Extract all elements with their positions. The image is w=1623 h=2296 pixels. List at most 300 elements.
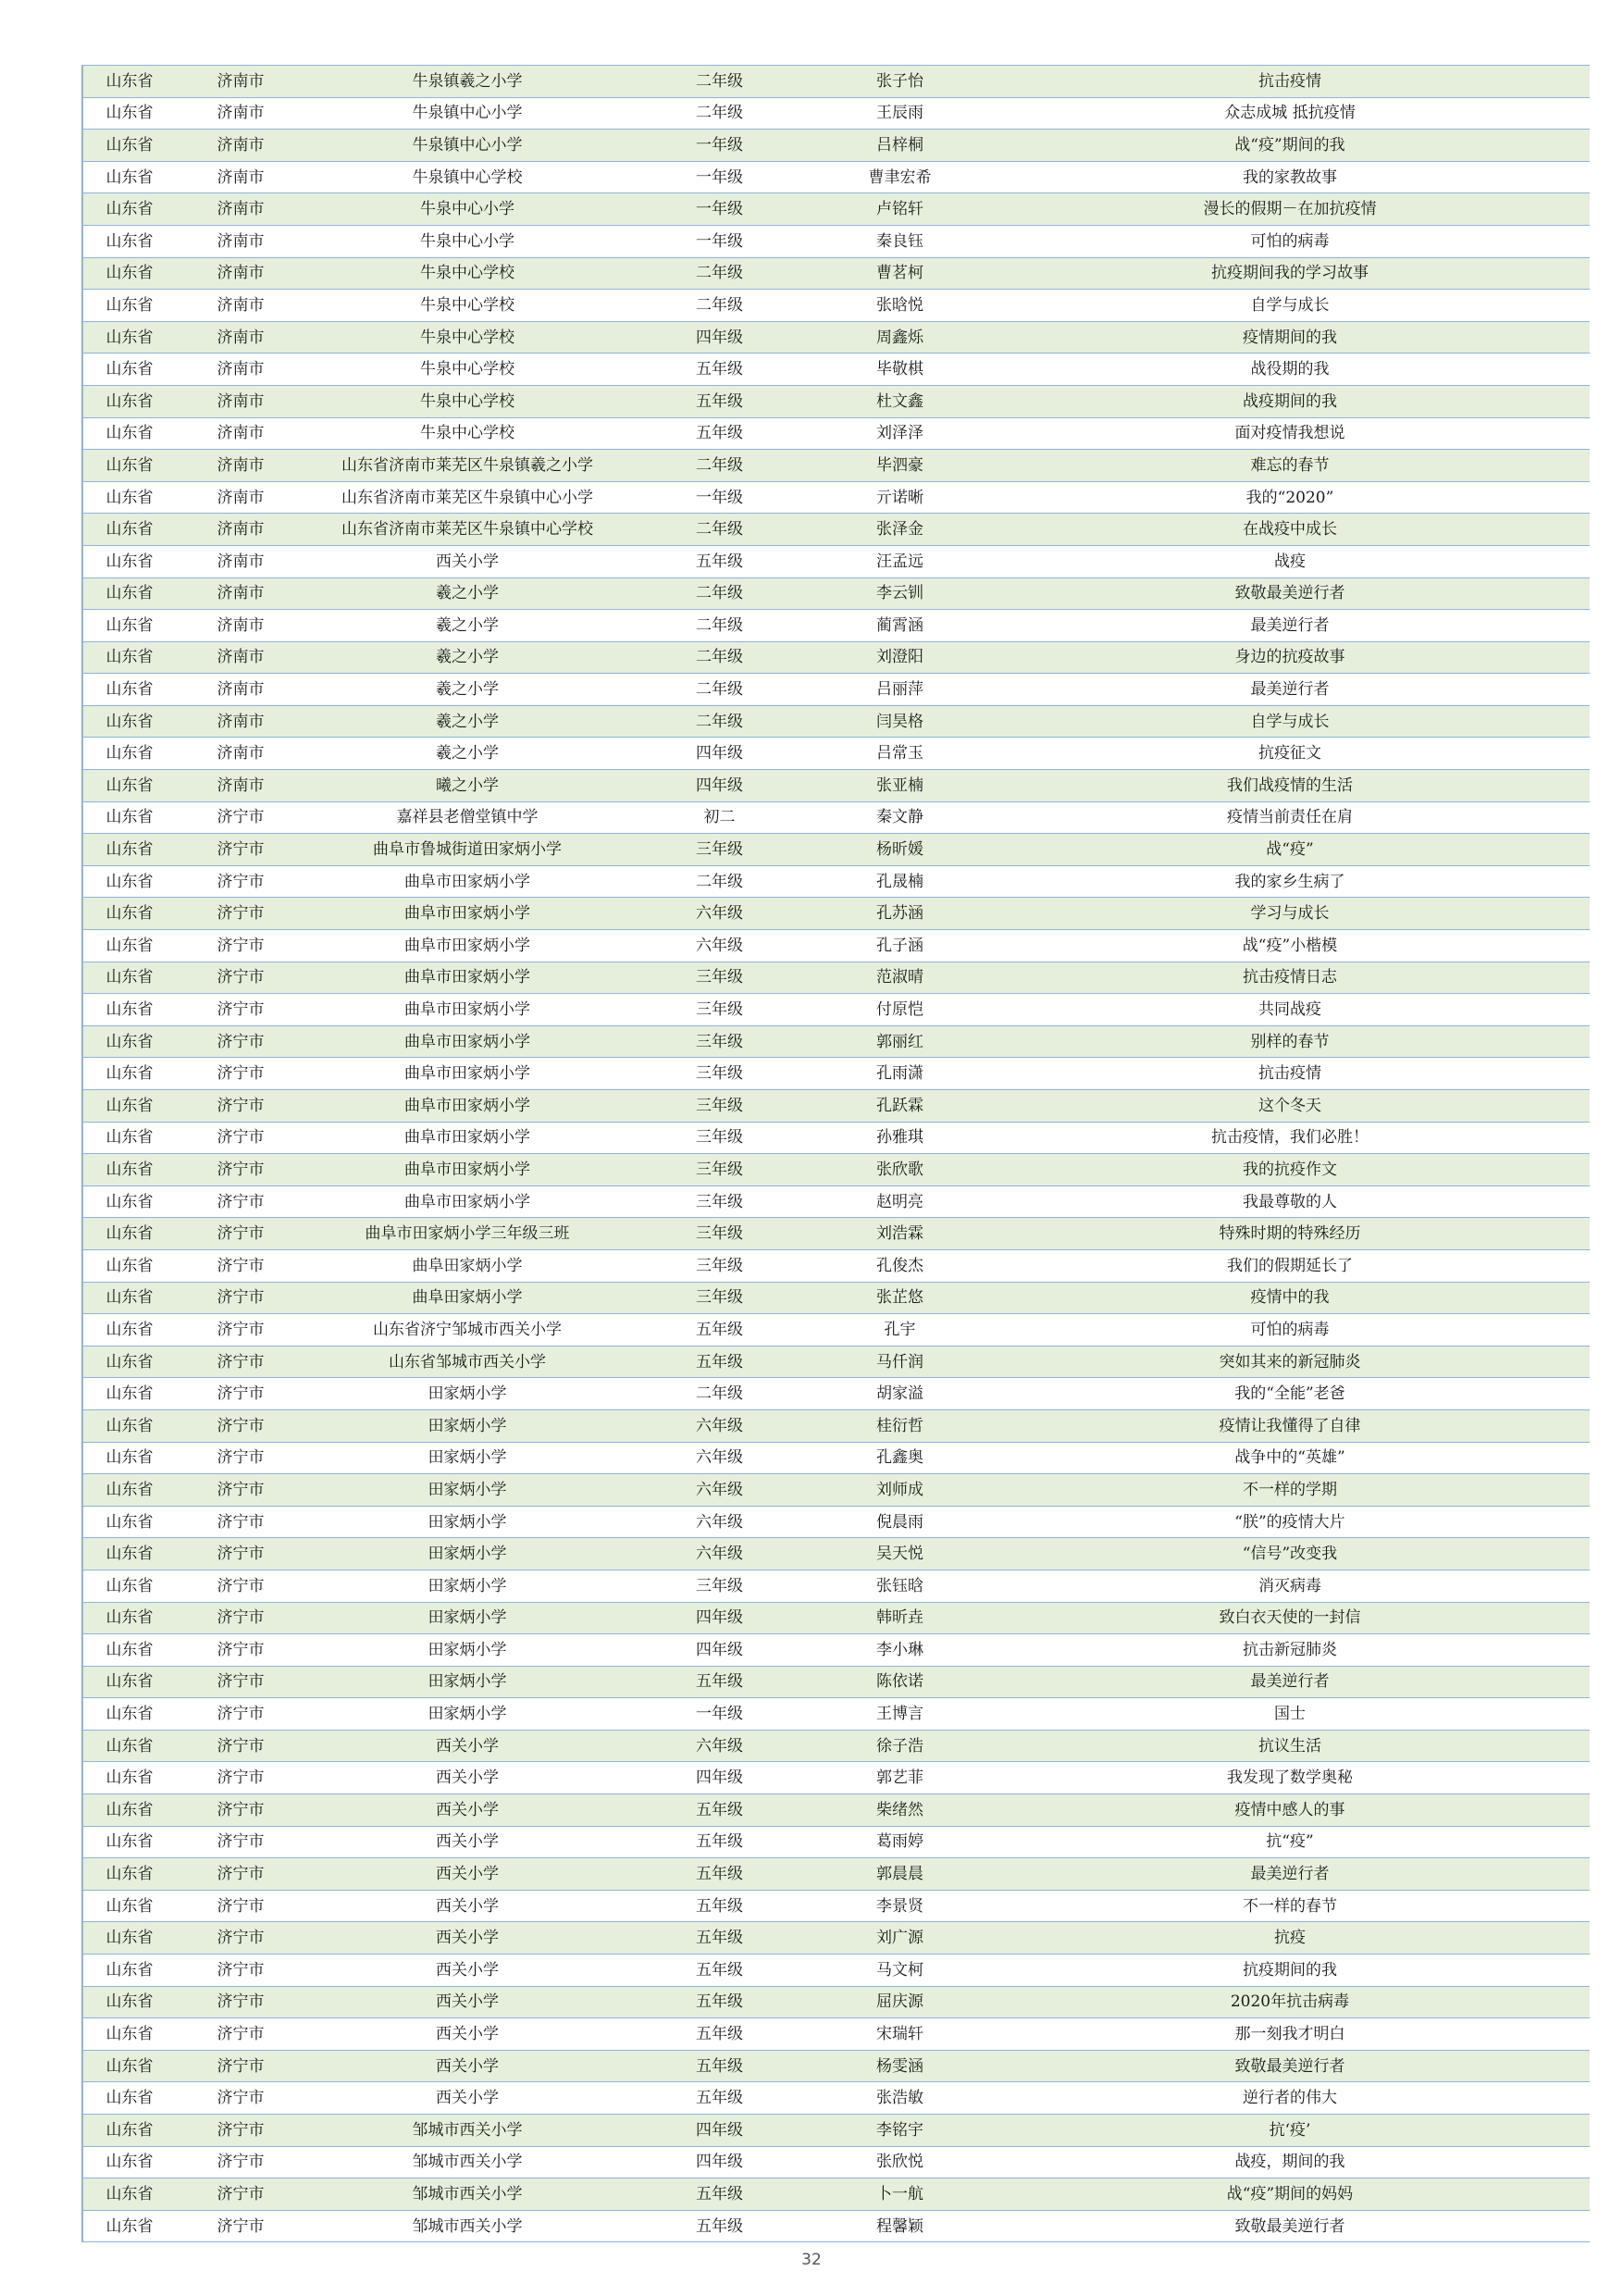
- city-cell: 济南市: [176, 321, 305, 354]
- grade-cell: 五年级: [629, 2082, 810, 2115]
- grade-cell: 五年级: [629, 1666, 810, 1698]
- table-row: [82, 225, 1590, 257]
- table-row: [82, 514, 1590, 546]
- essay-title-cell: 抗击疫情: [990, 66, 1590, 98]
- province-cell: 山东省: [82, 1442, 176, 1474]
- city-cell: 济宁市: [176, 1154, 305, 1186]
- grade-cell: 五年级: [629, 1986, 810, 2018]
- student-name-cell: 杜文鑫: [810, 385, 990, 417]
- province-cell: 山东省: [82, 834, 176, 866]
- province-cell: 山东省: [82, 1858, 176, 1891]
- school-cell: 牛泉中心小学: [305, 193, 629, 226]
- student-name-cell: 孔雨潇: [810, 1058, 990, 1090]
- city-cell: 济宁市: [176, 1762, 305, 1794]
- school-cell: 曲阜市田家炳小学: [305, 1122, 629, 1154]
- student-name-cell: 郭晨晨: [810, 1858, 990, 1891]
- table-row: [82, 1890, 1590, 1922]
- province-cell: 山东省: [82, 994, 176, 1026]
- table-row: [82, 930, 1590, 962]
- grade-cell: 三年级: [629, 1218, 810, 1250]
- essay-title-cell: 致白衣天使的一封信: [990, 1602, 1590, 1634]
- city-cell: 济宁市: [176, 1986, 305, 2018]
- table-row: [82, 738, 1590, 770]
- table-row: [82, 97, 1590, 130]
- essay-title-cell: 消灭病毒: [990, 1570, 1590, 1602]
- student-name-cell: 孔跃霖: [810, 1090, 990, 1123]
- essay-title-cell: 致敬最美逆行者: [990, 2050, 1590, 2082]
- city-cell: 济宁市: [176, 2018, 305, 2051]
- essay-title-cell: 自学与成长: [990, 705, 1590, 738]
- school-cell: 田家炳小学: [305, 1602, 629, 1634]
- province-cell: 山东省: [82, 257, 176, 290]
- table-row: [82, 1602, 1590, 1634]
- table-row: [82, 1506, 1590, 1538]
- school-cell: 曲阜市田家炳小学: [305, 1058, 629, 1090]
- table-row: [82, 161, 1590, 193]
- essay-title-cell: 不一样的春节: [990, 1890, 1590, 1922]
- school-cell: 邹城市西关小学: [305, 2146, 629, 2178]
- school-cell: 田家炳小学: [305, 1698, 629, 1731]
- student-name-cell: 孔子涵: [810, 930, 990, 962]
- city-cell: 济宁市: [176, 1090, 305, 1123]
- table-row: [82, 641, 1590, 674]
- school-cell: 西关小学: [305, 1986, 629, 2018]
- student-name-cell: 蔺霄涵: [810, 610, 990, 642]
- city-cell: 济宁市: [176, 1122, 305, 1154]
- school-cell: 田家炳小学: [305, 1666, 629, 1698]
- city-cell: 济南市: [176, 66, 305, 98]
- table-row: [82, 385, 1590, 417]
- school-cell: 田家炳小学: [305, 1538, 629, 1570]
- student-name-cell: 范淑晴: [810, 962, 990, 994]
- grade-cell: 一年级: [629, 130, 810, 162]
- essay-title-cell: 逆行者的伟大: [990, 2082, 1590, 2115]
- grade-cell: 二年级: [629, 705, 810, 738]
- essay-title-cell: 最美逆行者: [990, 1858, 1590, 1891]
- school-cell: 曲阜市田家炳小学: [305, 994, 629, 1026]
- grade-cell: 三年级: [629, 1185, 810, 1218]
- grade-cell: 三年级: [629, 1249, 810, 1282]
- city-cell: 济宁市: [176, 1698, 305, 1731]
- province-cell: 山东省: [82, 1249, 176, 1282]
- student-name-cell: 吕丽萍: [810, 674, 990, 706]
- school-cell: 牛泉中心学校: [305, 417, 629, 450]
- city-cell: 济宁市: [176, 2115, 305, 2147]
- essay-title-cell: 可怕的病毒: [990, 1314, 1590, 1347]
- province-cell: 山东省: [82, 1474, 176, 1507]
- table-row: [82, 1249, 1590, 1282]
- student-name-cell: 郭艺菲: [810, 1762, 990, 1794]
- student-name-cell: 杨雯涵: [810, 2050, 990, 2082]
- table-row: [82, 354, 1590, 386]
- city-cell: 济南市: [176, 514, 305, 546]
- table-row: [82, 481, 1590, 514]
- grade-cell: 二年级: [629, 514, 810, 546]
- student-name-cell: 陈依诺: [810, 1666, 990, 1698]
- student-name-cell: 张芷悠: [810, 1282, 990, 1314]
- province-cell: 山东省: [82, 354, 176, 386]
- school-cell: 曲阜市田家炳小学: [305, 1025, 629, 1058]
- city-cell: 济南市: [176, 97, 305, 130]
- province-cell: 山东省: [82, 385, 176, 417]
- school-cell: 西关小学: [305, 1890, 629, 1922]
- table-row: [82, 66, 1590, 98]
- grade-cell: 五年级: [629, 1955, 810, 1987]
- table-row: [82, 1538, 1590, 1570]
- student-name-cell: 汪孟远: [810, 545, 990, 577]
- essay-title-cell: “信号”改变我: [990, 1538, 1590, 1570]
- essay-title-cell: 最美逆行者: [990, 674, 1590, 706]
- province-cell: 山东省: [82, 2082, 176, 2115]
- province-cell: 山东省: [82, 514, 176, 546]
- table-row: [82, 193, 1590, 226]
- table-row: [82, 1025, 1590, 1058]
- city-cell: 济南市: [176, 417, 305, 450]
- essay-title-cell: 抗疫征文: [990, 738, 1590, 770]
- student-name-cell: 卢铭轩: [810, 193, 990, 226]
- student-name-cell: 毕敬棋: [810, 354, 990, 386]
- province-cell: 山东省: [82, 1922, 176, 1955]
- school-cell: 曲阜市田家炳小学: [305, 930, 629, 962]
- essay-title-cell: 共同战疫: [990, 994, 1590, 1026]
- grade-cell: 四年级: [629, 2115, 810, 2147]
- essay-title-cell: 自学与成长: [990, 290, 1590, 322]
- school-cell: 牛泉中心小学: [305, 225, 629, 257]
- grade-cell: 二年级: [629, 865, 810, 898]
- essay-title-cell: 抗击疫情日志: [990, 962, 1590, 994]
- student-name-cell: 李景贤: [810, 1890, 990, 1922]
- table-row: [82, 801, 1590, 834]
- province-cell: 山东省: [82, 417, 176, 450]
- province-cell: 山东省: [82, 801, 176, 834]
- province-cell: 山东省: [82, 1346, 176, 1378]
- grade-cell: 五年级: [629, 417, 810, 450]
- city-cell: 济宁市: [176, 930, 305, 962]
- school-cell: 羲之小学: [305, 610, 629, 642]
- student-name-cell: 付原恺: [810, 994, 990, 1026]
- school-cell: 曲阜田家炳小学: [305, 1249, 629, 1282]
- student-name-cell: 张钰晗: [810, 1570, 990, 1602]
- school-cell: 曲阜市田家炳小学: [305, 865, 629, 898]
- province-cell: 山东省: [82, 481, 176, 514]
- grade-cell: 三年级: [629, 1282, 810, 1314]
- grade-cell: 二年级: [629, 290, 810, 322]
- province-cell: 山东省: [82, 545, 176, 577]
- city-cell: 济南市: [176, 354, 305, 386]
- essay-title-cell: 抗疫期间我的学习故事: [990, 257, 1590, 290]
- province-cell: 山东省: [82, 2115, 176, 2147]
- table-row: [82, 257, 1590, 290]
- school-cell: 曦之小学: [305, 770, 629, 802]
- grade-cell: 六年级: [629, 898, 810, 930]
- student-name-cell: 马文柯: [810, 1955, 990, 1987]
- city-cell: 济南市: [176, 610, 305, 642]
- province-cell: 山东省: [82, 1698, 176, 1731]
- essay-title-cell: 面对疫情我想说: [990, 417, 1590, 450]
- table-row: [82, 1314, 1590, 1347]
- grade-cell: 四年级: [629, 1634, 810, 1667]
- table-row: [82, 577, 1590, 610]
- grade-cell: 五年级: [629, 1922, 810, 1955]
- city-cell: 济宁市: [176, 994, 305, 1026]
- grade-cell: 五年级: [629, 385, 810, 417]
- grade-cell: 一年级: [629, 193, 810, 226]
- table-row: [82, 2082, 1590, 2115]
- essay-title-cell: 抗疫: [990, 1922, 1590, 1955]
- table-row: [82, 2146, 1590, 2178]
- school-cell: 羲之小学: [305, 674, 629, 706]
- grade-cell: 五年级: [629, 1346, 810, 1378]
- grade-cell: 五年级: [629, 1890, 810, 1922]
- school-cell: 牛泉中心学校: [305, 290, 629, 322]
- essay-title-cell: 别样的春节: [990, 1025, 1590, 1058]
- essay-title-cell: 战争中的“英雄”: [990, 1442, 1590, 1474]
- student-name-cell: 孔俊杰: [810, 1249, 990, 1282]
- grade-cell: 五年级: [629, 1826, 810, 1858]
- table-row: [82, 1378, 1590, 1410]
- essay-title-cell: 最美逆行者: [990, 610, 1590, 642]
- student-name-cell: 孔晟楠: [810, 865, 990, 898]
- grade-cell: 四年级: [629, 1602, 810, 1634]
- city-cell: 济宁市: [176, 1570, 305, 1602]
- province-cell: 山东省: [82, 1570, 176, 1602]
- school-cell: 牛泉中心学校: [305, 321, 629, 354]
- table-row: [82, 545, 1590, 577]
- province-cell: 山东省: [82, 1218, 176, 1250]
- school-cell: 牛泉中心学校: [305, 385, 629, 417]
- city-cell: 济宁市: [176, 1058, 305, 1090]
- city-cell: 济宁市: [176, 1314, 305, 1347]
- essay-title-cell: 我的家乡生病了: [990, 865, 1590, 898]
- table-row: [82, 770, 1590, 802]
- grade-cell: 五年级: [629, 545, 810, 577]
- province-cell: 山东省: [82, 2018, 176, 2051]
- province-cell: 山东省: [82, 770, 176, 802]
- school-cell: 西关小学: [305, 1922, 629, 1955]
- school-cell: 田家炳小学: [305, 1506, 629, 1538]
- table-row: [82, 610, 1590, 642]
- table-row: [82, 865, 1590, 898]
- school-cell: 曲阜市田家炳小学: [305, 1154, 629, 1186]
- school-cell: 羲之小学: [305, 738, 629, 770]
- province-cell: 山东省: [82, 1154, 176, 1186]
- table-row: [82, 962, 1590, 994]
- student-name-cell: 柴绪然: [810, 1794, 990, 1827]
- school-cell: 曲阜市田家炳小学: [305, 1185, 629, 1218]
- grade-cell: 初二: [629, 801, 810, 834]
- grade-cell: 三年级: [629, 834, 810, 866]
- grade-cell: 二年级: [629, 66, 810, 98]
- essay-title-cell: 众志成城 抵抗疫情: [990, 97, 1590, 130]
- essay-title-cell: 抗疫期间的我: [990, 1955, 1590, 1987]
- province-cell: 山东省: [82, 193, 176, 226]
- table-row: [82, 2178, 1590, 2211]
- grade-cell: 三年级: [629, 1570, 810, 1602]
- essay-title-cell: 战疫期间的我: [990, 385, 1590, 417]
- student-name-cell: 马仟润: [810, 1346, 990, 1378]
- student-name-cell: 闫昊格: [810, 705, 990, 738]
- table-row: [82, 1185, 1590, 1218]
- province-cell: 山东省: [82, 1058, 176, 1090]
- grade-cell: 三年级: [629, 1122, 810, 1154]
- student-name-cell: 毕泗豪: [810, 450, 990, 482]
- grade-cell: 四年级: [629, 770, 810, 802]
- student-name-cell: 李云钏: [810, 577, 990, 610]
- grade-cell: 四年级: [629, 1762, 810, 1794]
- province-cell: 山东省: [82, 1602, 176, 1634]
- school-cell: 邹城市西关小学: [305, 2210, 629, 2242]
- essay-title-cell: 抗‘疫’: [990, 2115, 1590, 2147]
- grade-cell: 六年级: [629, 1474, 810, 1507]
- essay-title-cell: 我们战疫情的生活: [990, 770, 1590, 802]
- city-cell: 济宁市: [176, 1346, 305, 1378]
- province-cell: 山东省: [82, 1890, 176, 1922]
- table-body: [82, 66, 1590, 2242]
- table-row: [82, 1442, 1590, 1474]
- school-cell: 曲阜市田家炳小学三年级三班: [305, 1218, 629, 1250]
- school-cell: 西关小学: [305, 1955, 629, 1987]
- grade-cell: 五年级: [629, 2210, 810, 2242]
- essay-title-cell: 疫情中的我: [990, 1282, 1590, 1314]
- city-cell: 济宁市: [176, 962, 305, 994]
- grade-cell: 五年级: [629, 1314, 810, 1347]
- table-row: [82, 1986, 1590, 2018]
- student-name-cell: 宋瑞轩: [810, 2018, 990, 2051]
- province-cell: 山东省: [82, 1730, 176, 1762]
- province-cell: 山东省: [82, 1955, 176, 1987]
- school-cell: 西关小学: [305, 2050, 629, 2082]
- essay-title-cell: 在战疫中成长: [990, 514, 1590, 546]
- essay-title-cell: 战“疫”期间的妈妈: [990, 2178, 1590, 2211]
- city-cell: 济南市: [176, 545, 305, 577]
- province-cell: 山东省: [82, 1826, 176, 1858]
- city-cell: 济宁市: [176, 1922, 305, 1955]
- city-cell: 济宁市: [176, 1409, 305, 1442]
- school-cell: 牛泉镇中心小学: [305, 130, 629, 162]
- student-name-cell: 曹茗柯: [810, 257, 990, 290]
- grade-cell: 五年级: [629, 2050, 810, 2082]
- table-row: [82, 994, 1590, 1026]
- school-cell: 曲阜市鲁城街道田家炳小学: [305, 834, 629, 866]
- province-cell: 山东省: [82, 1090, 176, 1123]
- table-row: [82, 1218, 1590, 1250]
- city-cell: 济宁市: [176, 801, 305, 834]
- essay-title-cell: 抗击疫情: [990, 1058, 1590, 1090]
- essay-title-cell: 疫情当前责任在肩: [990, 801, 1590, 834]
- city-cell: 济南市: [176, 161, 305, 193]
- grade-cell: 一年级: [629, 481, 810, 514]
- city-cell: 济宁市: [176, 1858, 305, 1891]
- school-cell: 羲之小学: [305, 577, 629, 610]
- table-row: [82, 1058, 1590, 1090]
- province-cell: 山东省: [82, 290, 176, 322]
- province-cell: 山东省: [82, 930, 176, 962]
- essay-title-cell: 可怕的病毒: [990, 225, 1590, 257]
- table-row: [82, 1634, 1590, 1667]
- province-cell: 山东省: [82, 2210, 176, 2242]
- student-name-cell: 孔苏涵: [810, 898, 990, 930]
- table-row: [82, 1474, 1590, 1507]
- student-name-cell: 韩昕垚: [810, 1602, 990, 1634]
- essay-title-cell: 我发现了数学奥秘: [990, 1762, 1590, 1794]
- province-cell: 山东省: [82, 738, 176, 770]
- essay-title-cell: 最美逆行者: [990, 1666, 1590, 1698]
- city-cell: 济宁市: [176, 2146, 305, 2178]
- essay-title-cell: 我的家教故事: [990, 161, 1590, 193]
- table-row: [82, 130, 1590, 162]
- essay-title-cell: 抗议生活: [990, 1730, 1590, 1762]
- essay-title-cell: 我最尊敬的人: [990, 1185, 1590, 1218]
- school-cell: 牛泉镇中心小学: [305, 97, 629, 130]
- province-cell: 山东省: [82, 674, 176, 706]
- essay-title-cell: 不一样的学期: [990, 1474, 1590, 1507]
- student-name-cell: 刘澄阳: [810, 641, 990, 674]
- grade-cell: 五年级: [629, 2018, 810, 2051]
- essay-title-cell: “朕”的疫情大片: [990, 1506, 1590, 1538]
- table-row: [82, 674, 1590, 706]
- school-cell: 曲阜田家炳小学: [305, 1282, 629, 1314]
- table-row: [82, 1346, 1590, 1378]
- city-cell: 济宁市: [176, 1185, 305, 1218]
- city-cell: 济南市: [176, 193, 305, 226]
- table-row: [82, 898, 1590, 930]
- student-name-cell: 李铭宇: [810, 2115, 990, 2147]
- school-cell: 牛泉镇羲之小学: [305, 66, 629, 98]
- page-number: 32: [801, 2251, 822, 2269]
- table-row: [82, 705, 1590, 738]
- province-cell: 山东省: [82, 2178, 176, 2211]
- province-cell: 山东省: [82, 1122, 176, 1154]
- grade-cell: 六年级: [629, 930, 810, 962]
- city-cell: 济南市: [176, 481, 305, 514]
- school-cell: 田家炳小学: [305, 1409, 629, 1442]
- grade-cell: 五年级: [629, 2178, 810, 2211]
- grade-cell: 三年级: [629, 962, 810, 994]
- city-cell: 济南市: [176, 290, 305, 322]
- grade-cell: 三年级: [629, 994, 810, 1026]
- grade-cell: 五年级: [629, 1794, 810, 1827]
- province-cell: 山东省: [82, 577, 176, 610]
- grade-cell: 一年级: [629, 161, 810, 193]
- school-cell: 邹城市西关小学: [305, 2115, 629, 2147]
- school-cell: 牛泉镇中心学校: [305, 161, 629, 193]
- student-name-cell: 张浩敏: [810, 2082, 990, 2115]
- essay-title-cell: 战疫: [990, 545, 1590, 577]
- table-row: [82, 2115, 1590, 2147]
- student-name-cell: 周鑫烁: [810, 321, 990, 354]
- city-cell: 济宁市: [176, 1474, 305, 1507]
- student-name-cell: 倪晨雨: [810, 1506, 990, 1538]
- grade-cell: 二年级: [629, 610, 810, 642]
- province-cell: 山东省: [82, 962, 176, 994]
- school-cell: 牛泉中心学校: [305, 354, 629, 386]
- essay-title-cell: 我们的假期延长了: [990, 1249, 1590, 1282]
- province-cell: 山东省: [82, 1378, 176, 1410]
- city-cell: 济宁市: [176, 2082, 305, 2115]
- student-name-cell: 王博言: [810, 1698, 990, 1731]
- grade-cell: 二年级: [629, 674, 810, 706]
- province-cell: 山东省: [82, 1282, 176, 1314]
- city-cell: 济南市: [176, 770, 305, 802]
- province-cell: 山东省: [82, 2050, 176, 2082]
- student-name-cell: 郭丽红: [810, 1025, 990, 1058]
- province-cell: 山东省: [82, 161, 176, 193]
- city-cell: 济宁市: [176, 1826, 305, 1858]
- city-cell: 济宁市: [176, 1634, 305, 1667]
- grade-cell: 五年级: [629, 1858, 810, 1891]
- grade-cell: 二年级: [629, 450, 810, 482]
- city-cell: 济宁市: [176, 1249, 305, 1282]
